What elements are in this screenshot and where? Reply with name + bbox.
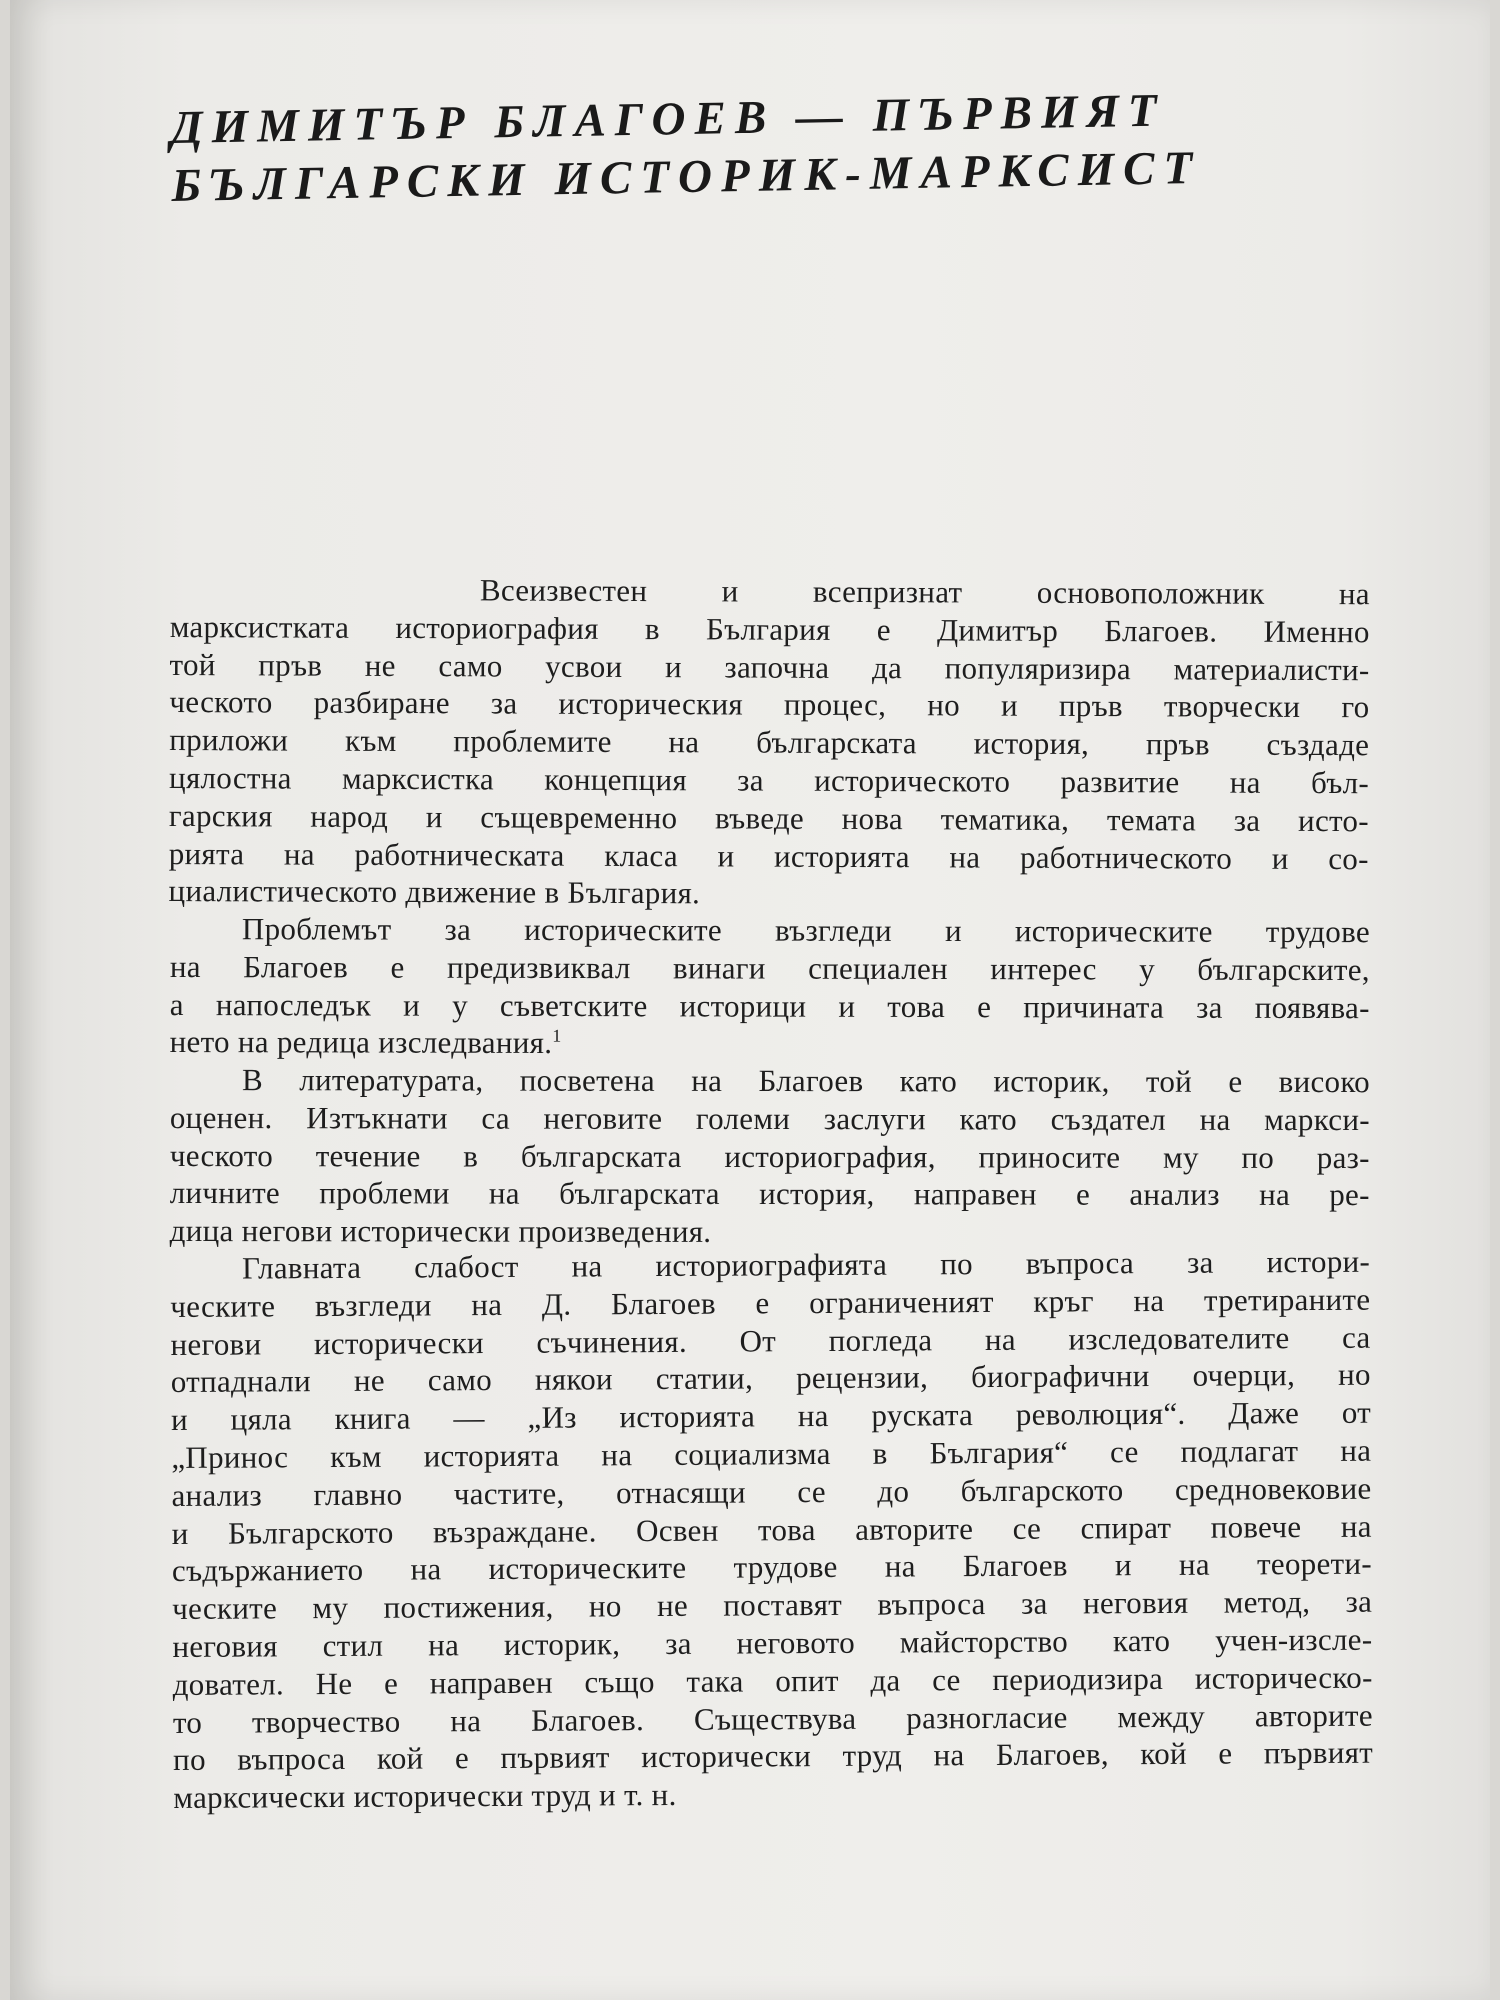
text-line: и цяла книга — „Из историята на руската революция“. Даже от [170, 1395, 1372, 1438]
paragraph-2 [170, 910, 1370, 1064]
chapter-title-line-1: ДИМИТЪР БЛАГОЕВ — ПЪРВИЯТ [170, 84, 1167, 154]
text-line: ческите му постижения, но не поставят въпроса за неговия метод, за [172, 1584, 1373, 1627]
text-line: Главната слабост на историографията по въпроса за истори- [242, 1244, 1371, 1286]
text-line: оценен. Изтъкнати са неговите големи заслуги като създател на маркси- [169, 1100, 1370, 1138]
text-line: неговия стил на историк, за неговото майсторство като учен-изсле- [172, 1621, 1373, 1665]
paragraph-3 [170, 1061, 1370, 1252]
paragraph-1 [169, 570, 1370, 915]
text-line: ческото течение в българската историография, приносите му по раз- [169, 1137, 1370, 1176]
page-content [168, 84, 1374, 1816]
body-text [168, 570, 1374, 1817]
text-line: дица негови исторически произведения. [169, 1213, 712, 1250]
text-line: „Принос към историята на социализма в България“ се подлагат на [171, 1432, 1372, 1476]
text-line: циалистическото движение в България. [168, 873, 701, 911]
text-line: и Българското възраждане. Освен това авторите се спират повече на [171, 1508, 1372, 1551]
text-line: довател. Не е направен също така опит да се периодизира историческо- [172, 1659, 1373, 1703]
text-line: ческото разбиране за историческия процес, но и пръв творчески го [169, 684, 1370, 725]
chapter-title-line-2: БЪЛГАРСКИ ИСТОРИК-МАРКСИСТ [171, 142, 1202, 212]
text-line: В литературата, посветена на Благоев като историк, той е високо [241, 1062, 1370, 1100]
text-line: съдържанието на историческите трудове на Благоев и на теорети- [171, 1546, 1373, 1589]
text-line: личните проблеми на българската история, направен е анализ на ре- [169, 1175, 1370, 1213]
text-line: негови исторически съчинения. От погледа на изследователите са [170, 1319, 1371, 1362]
text-line: по въпроса кой е първият исторически труд на Благоев, кой е първият [173, 1735, 1374, 1778]
text-line: Всеизвестен и всепризнат основоположник на [479, 572, 1370, 612]
text-line-content: нето на редица изследвания. [169, 1024, 553, 1061]
page-edge-shadow [10, 60, 50, 760]
text-line: анализ главно частите, отнасящи се до българското средновековие [171, 1470, 1372, 1514]
text-line: ческите възгледи на Д. Благоев е ограниченият кръг на третираните [170, 1281, 1371, 1325]
text-line [170, 1024, 1370, 1065]
chapter-title [170, 79, 1372, 214]
paragraph-4 [170, 1243, 1373, 1817]
text-line: отпаднали не само някои статии, рецензии, биографични очерци, но [170, 1357, 1371, 1400]
book-page [10, 0, 1490, 2000]
text-line: рията на работническата класа и историята на работническото и со- [168, 835, 1369, 876]
text-line: марксистката историография в България е Димитър Благоев. Именно [169, 608, 1370, 650]
text-line: приложи към проблемите на българската история, пръв създаде [169, 722, 1370, 763]
text-line: а напоследък и у съветските историци и това е причината за появява- [169, 986, 1370, 1025]
text-line: той пръв не само усвои и започна да популяризира материалисти- [169, 646, 1370, 687]
text-line: то творчество на Благоев. Съществува разногласие между авторите [172, 1697, 1373, 1740]
text-line: Проблемът за историческите възгледи и историческите трудове [241, 911, 1370, 950]
text-line: на Благоев е предизвиквал винаги специален интерес у българските, [169, 948, 1370, 988]
text-line: марксически исторически труд и т. н. [173, 1777, 677, 1816]
text-line: гарския народ и същевременно въведе нова тематика, темата за исто- [168, 797, 1369, 839]
footnote-mark[interactable]: 1 [552, 1026, 562, 1047]
text-line: цялостна марксистка концепция за историческото развитие на бъл- [169, 759, 1370, 801]
